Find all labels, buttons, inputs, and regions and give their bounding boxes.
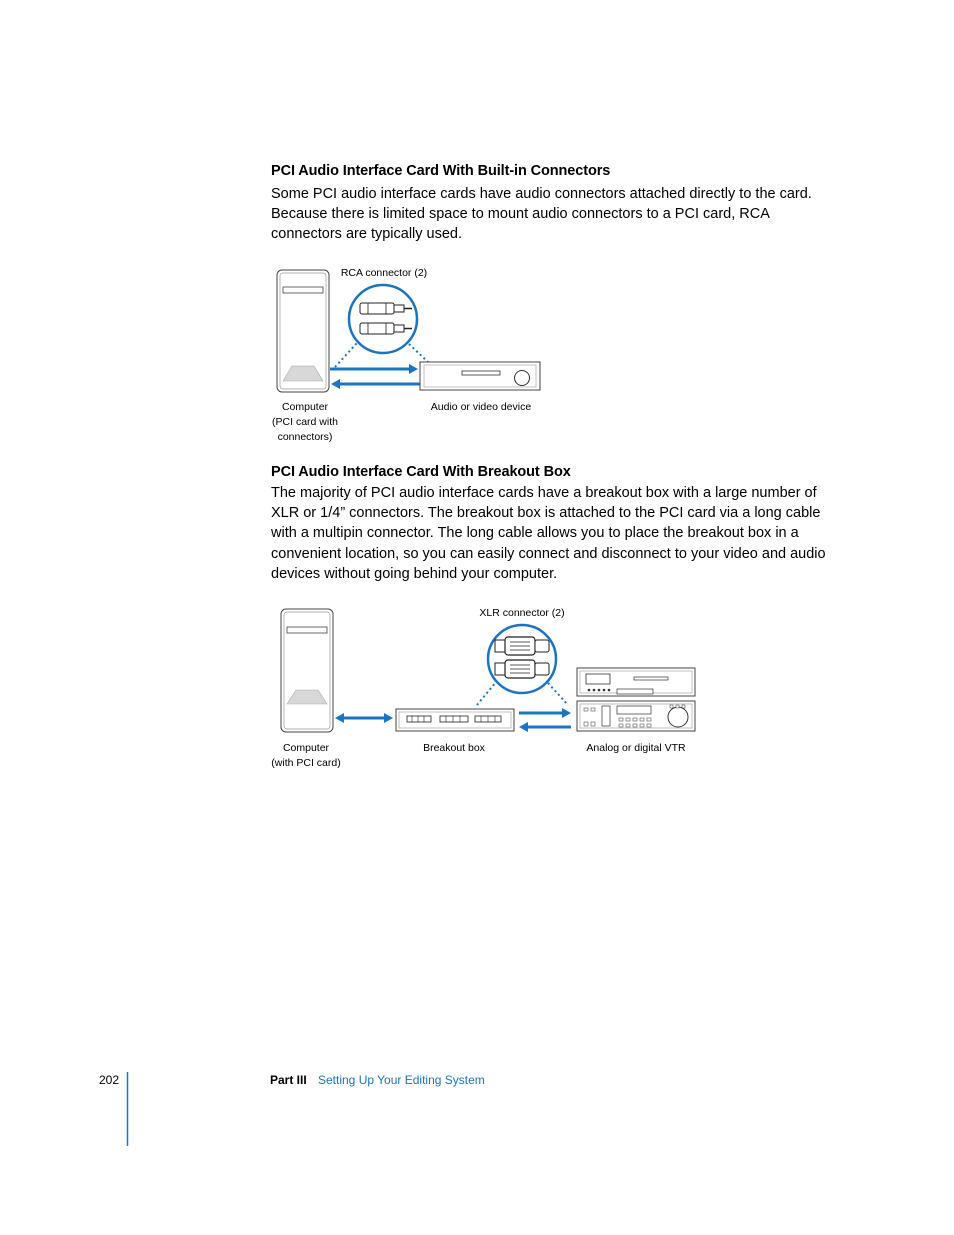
vtr-label: Analog or digital VTR	[586, 742, 686, 754]
computer-tower-icon	[281, 609, 333, 732]
section2-body-line: The majority of PCI audio interface cards have a breakout box with a large number of	[271, 485, 817, 501]
page-number: 202	[99, 1073, 120, 1087]
section2-body-line: convenient location, so you can easily connect and disconnect to your video and audio	[271, 545, 826, 562]
rca-connector-label: RCA connector (2)	[340, 267, 428, 279]
section2-body-line: devices without going behind your computer.	[271, 565, 558, 582]
section2-heading: PCI Audio Interface Card With Breakout Box	[271, 464, 571, 480]
section1-body-line: connectors are typically used.	[271, 226, 463, 243]
xlr-connector-icon	[488, 625, 556, 693]
computer-label-line: connectors)	[277, 431, 333, 443]
footer-part: Part III	[270, 1073, 307, 1087]
av-device-label: Audio or video device	[430, 401, 532, 413]
breakout-box-icon	[396, 709, 514, 731]
section1-body-line: Because there is limited space to mount audio connectors to a PCI card, RCA	[271, 206, 770, 223]
xlr-cable-arrows	[519, 708, 571, 732]
section1-heading: PCI Audio Interface Card With Built-in Connectors	[271, 163, 611, 179]
section1-body-line: Some PCI audio interface cards have audio connectors attached directly to the card.	[271, 186, 812, 202]
multipin-cable-arrow	[335, 713, 393, 723]
computer-label-line: Computer	[281, 401, 329, 413]
computer-pci-label-line: Computer	[282, 742, 330, 754]
breakout-box-label: Breakout box	[423, 742, 485, 754]
footer-chapter-title: Setting Up Your Editing System	[318, 1073, 485, 1087]
computer-pci-label	[256, 741, 356, 771]
vtr-deck-icon	[577, 668, 695, 731]
computer-label-line: (PCI card with	[272, 416, 338, 428]
section2-body-line: XLR or 1/4” connectors. The breakout box is attached to the PCI card via a long cable	[271, 505, 821, 522]
section2-body-line: with a multipin connector. The long cable allows you to place the breakout box in a	[271, 525, 799, 542]
xlr-connector-label: XLR connector (2)	[479, 607, 565, 619]
computer-pci-label-line: (with PCI card)	[271, 757, 341, 769]
